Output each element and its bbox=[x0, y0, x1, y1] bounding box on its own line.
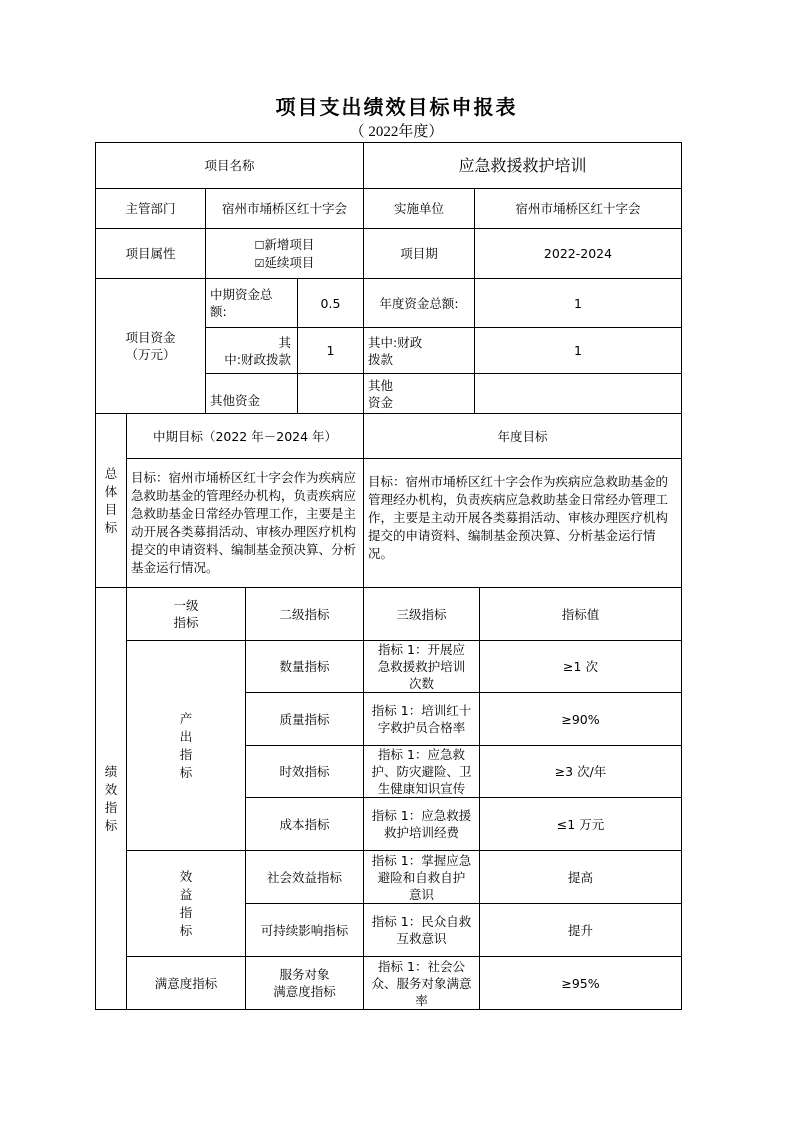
annual-goal-text: 目标：宿州市埇桥区红十字会作为疾病应急救助基金的管理经办机构，负责疾病应急救助基金日常经办管理工作，主要是主动开展各类募捐活动、审核办理医疗机构提交的申请资料、编制基金预决算、分析基金运行情况。 bbox=[363, 458, 682, 588]
level3-satisfaction: 指标 1：社会公 众、服务对象满意 率 bbox=[363, 956, 480, 1010]
impl-unit-value: 宿州市埇桥区红十字会 bbox=[474, 188, 682, 229]
mid-fiscal-value: 1 bbox=[297, 327, 364, 374]
level2-cost: 成本指标 bbox=[245, 797, 364, 851]
period-label: 项目期 bbox=[363, 228, 475, 279]
project-name-label: 项目名称 bbox=[95, 142, 364, 189]
level1-satisfaction: 满意度指标 bbox=[126, 956, 246, 1010]
annual-goal-header: 年度目标 bbox=[363, 413, 682, 459]
mid-total-value: 0.5 bbox=[297, 278, 364, 328]
annual-fiscal-label: 其中:财政 拨款 bbox=[363, 327, 475, 374]
mid-goal-text: 目标：宿州市埇桥区红十字会作为疾病应急救助基金的管理经办机构，负责疾病应急救助基金日常经办管理工作，主要是主动开展各类募捐活动、审核办理医疗机构提交的申请资料、编制基金预决算、分析基金运行情况。 bbox=[126, 458, 364, 588]
annual-other-value bbox=[474, 373, 682, 414]
level3-social-benefit: 指标 1：掌握应急 避险和自救自护 意识 bbox=[363, 850, 480, 904]
checked-box-icon[interactable]: ☑ bbox=[254, 256, 265, 270]
level2-social-benefit: 社会效益指标 bbox=[245, 850, 364, 904]
level3-cost: 指标 1：应急救援 救护培训经费 bbox=[363, 797, 480, 851]
annual-other-label: 其他 资金 bbox=[363, 373, 475, 414]
level3-timeliness: 指标 1：应急救 护、防灾避险、卫 生健康知识宣传 bbox=[363, 745, 480, 798]
overall-goals-label: 总 体 目 标 bbox=[95, 413, 127, 588]
project-name-value: 应急救援救护培训 bbox=[363, 142, 682, 189]
level1-benefit: 效 益 指 标 bbox=[126, 850, 246, 957]
header-level1: 一级 指标 bbox=[126, 587, 246, 641]
attr-option-new[interactable]: ☐新增项目 bbox=[254, 236, 315, 252]
mid-other-label: 其他资金 bbox=[205, 373, 298, 414]
level2-timeliness: 时效指标 bbox=[245, 745, 364, 798]
value-quality: ≥90% bbox=[479, 692, 682, 746]
annual-fiscal-value: 1 bbox=[474, 327, 682, 374]
level3-quantity: 指标 1：开展应 急救援救护培训 次数 bbox=[363, 640, 480, 693]
dept-label: 主管部门 bbox=[95, 188, 206, 229]
level2-satisfaction: 服务对象 满意度指标 bbox=[245, 956, 364, 1010]
value-sustainable: 提升 bbox=[479, 903, 682, 957]
level2-quality: 质量指标 bbox=[245, 692, 364, 746]
level3-sustainable: 指标 1：民众自救 互救意识 bbox=[363, 903, 480, 957]
level3-quality: 指标 1：培训红十 字救护员合格率 bbox=[363, 692, 480, 746]
attr-label: 项目属性 bbox=[95, 228, 206, 279]
value-timeliness: ≥3 次/年 bbox=[479, 745, 682, 798]
annual-total-value: 1 bbox=[474, 278, 682, 328]
impl-unit-label: 实施单位 bbox=[363, 188, 475, 229]
value-quantity: ≥1 次 bbox=[479, 640, 682, 693]
mid-other-value bbox=[297, 373, 364, 414]
period-value: 2022-2024 bbox=[474, 228, 682, 279]
value-cost: ≤1 万元 bbox=[479, 797, 682, 851]
level1-output: 产 出 指 标 bbox=[126, 640, 246, 851]
performance-indicators-label: 绩 效 指 标 bbox=[95, 587, 127, 1010]
mid-fiscal-label: 其 中:财政拨款 bbox=[205, 327, 298, 374]
attr-options bbox=[205, 228, 364, 279]
header-level3: 三级指标 bbox=[363, 587, 480, 641]
level2-quantity: 数量指标 bbox=[245, 640, 364, 693]
attr-option-continued[interactable]: ☑延续项目 bbox=[254, 254, 315, 270]
level2-sustainable: 可持续影响指标 bbox=[245, 903, 364, 957]
mid-goal-header: 中期目标（2022 年－2024 年） bbox=[126, 413, 364, 459]
unchecked-box-icon[interactable]: ☐ bbox=[254, 238, 265, 252]
dept-value: 宿州市埇桥区红十字会 bbox=[205, 188, 364, 229]
form-year: （ 2022年度） bbox=[349, 124, 444, 140]
annual-total-label: 年度资金总额: bbox=[363, 278, 475, 328]
header-level2: 二级指标 bbox=[245, 587, 364, 641]
mid-total-label: 中期资金总 额: bbox=[205, 278, 298, 328]
value-social-benefit: 提高 bbox=[479, 850, 682, 904]
header-value: 指标值 bbox=[479, 587, 682, 641]
funds-label: 项目资金 （万元） bbox=[95, 278, 206, 414]
value-satisfaction: ≥95% bbox=[479, 956, 682, 1010]
form-title: 项目支出绩效目标申报表 bbox=[275, 95, 518, 119]
